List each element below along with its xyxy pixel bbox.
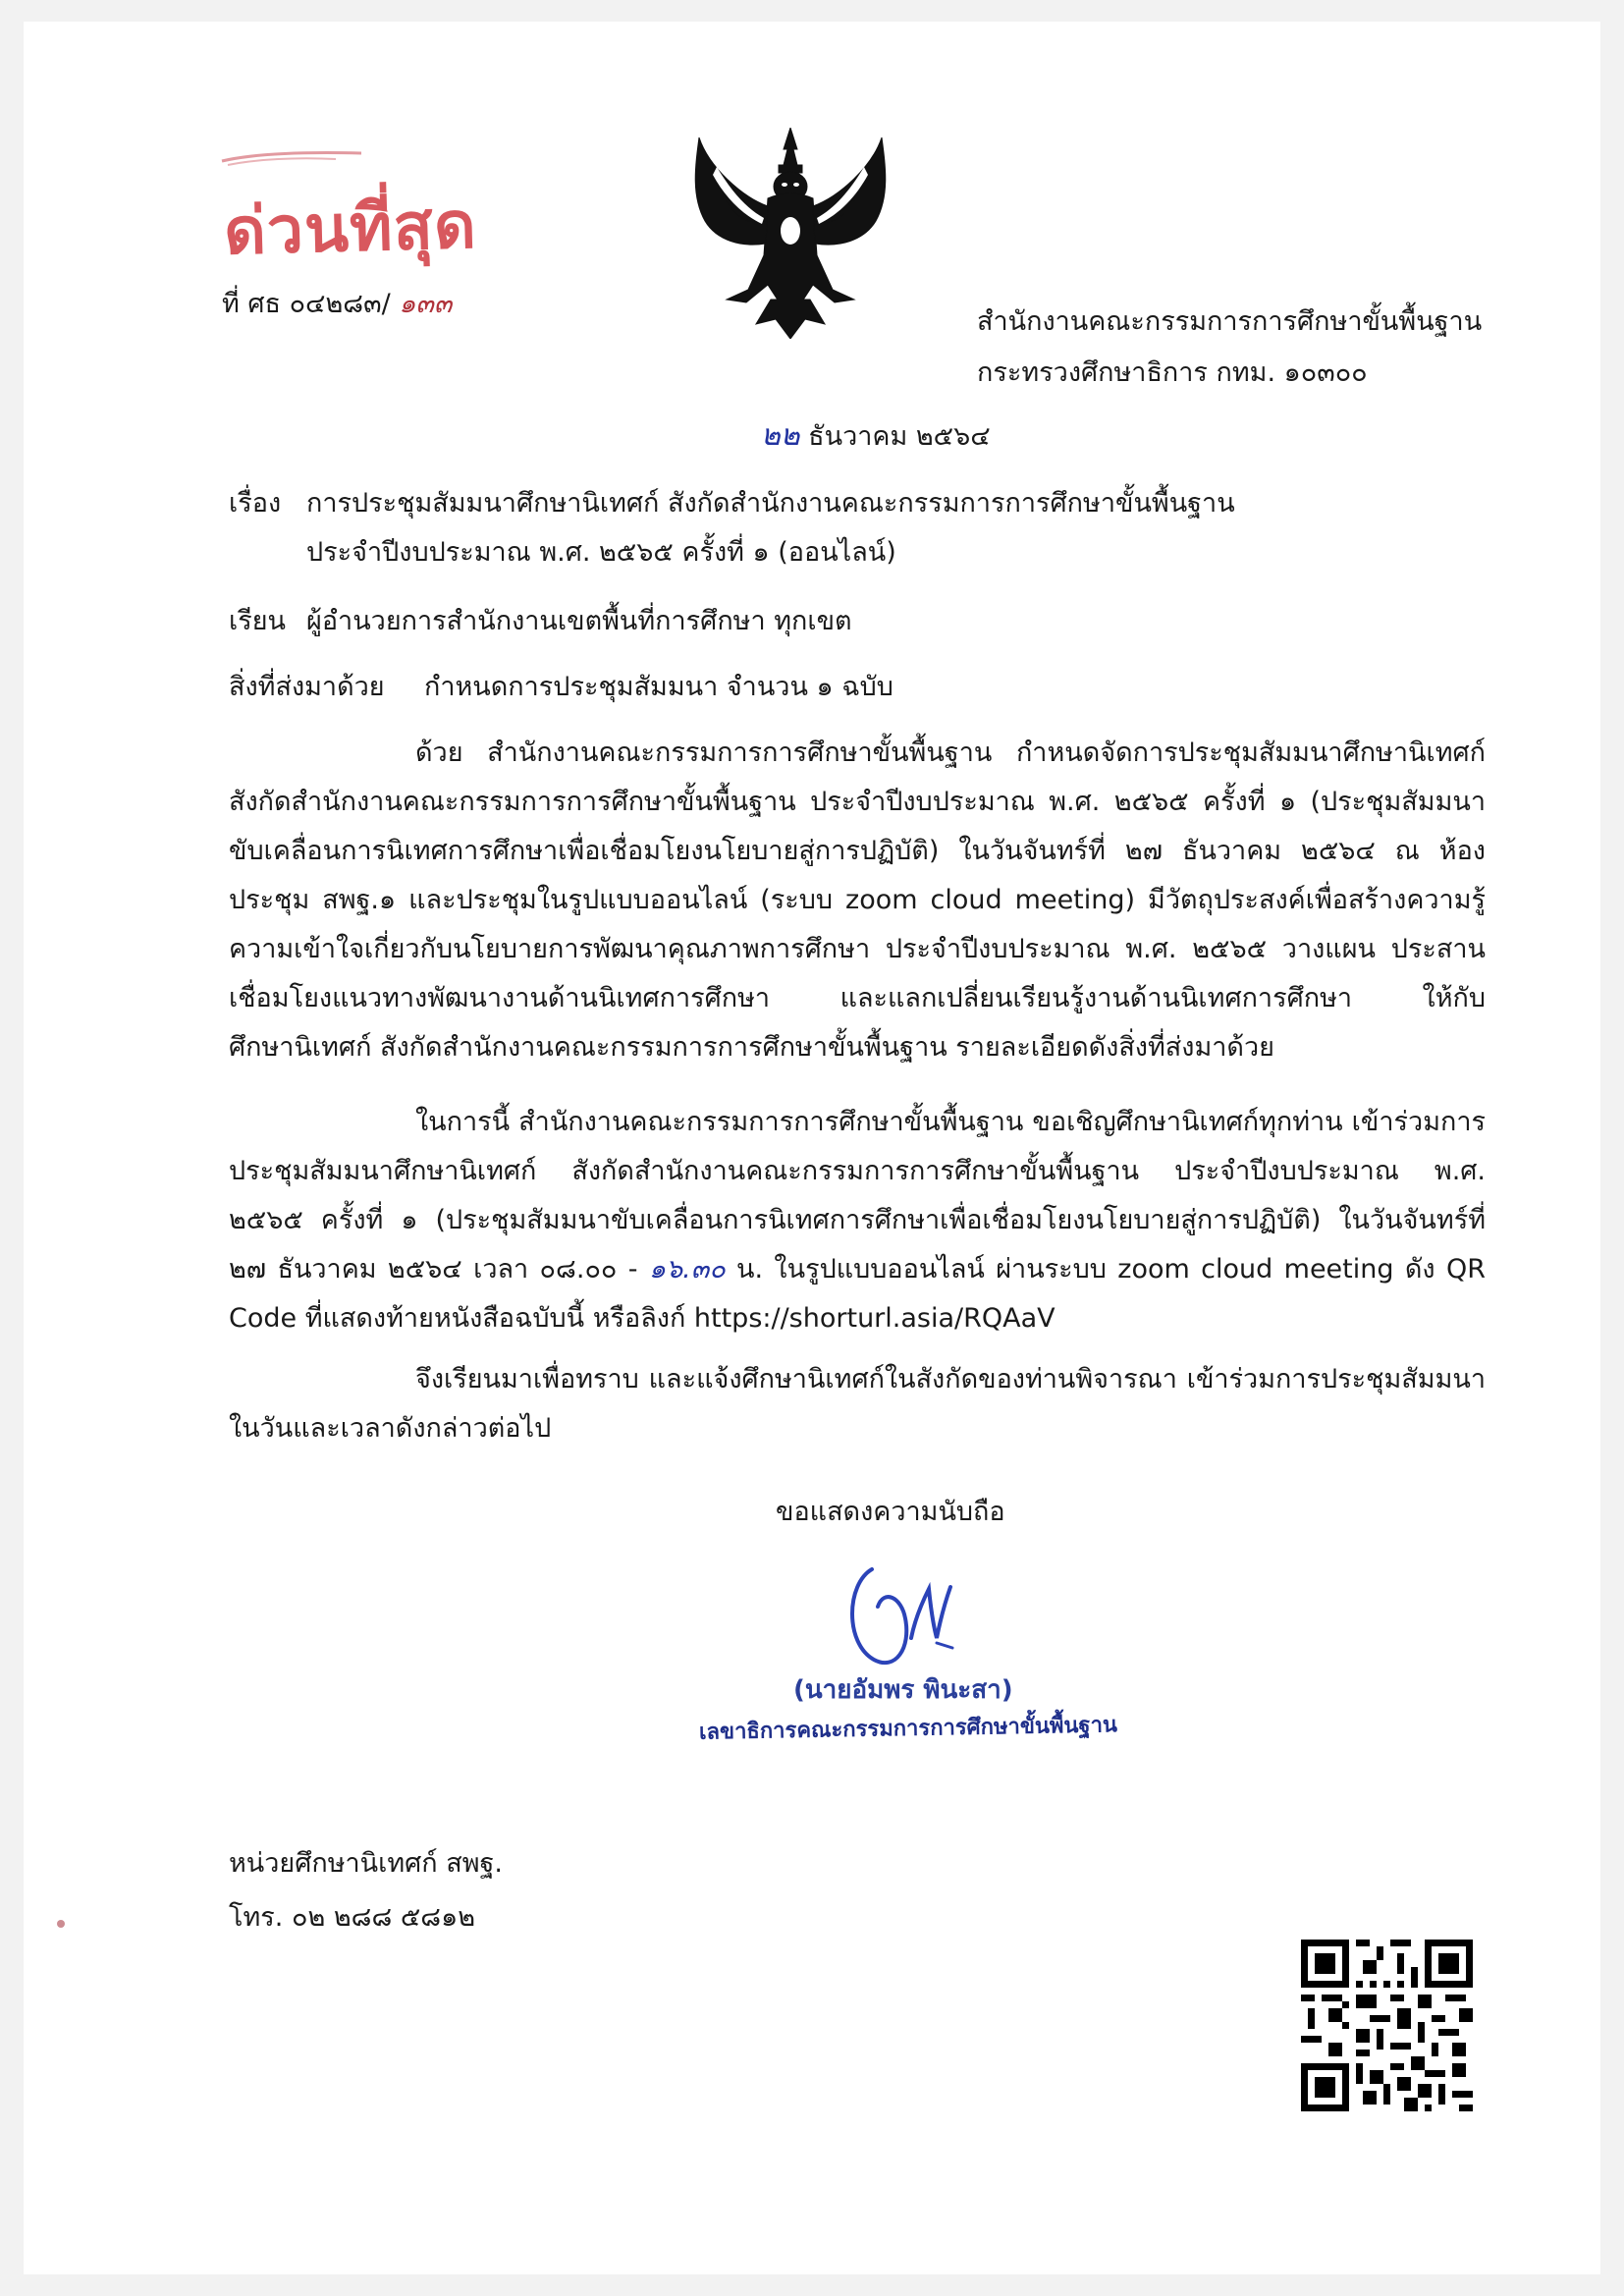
attachment-label: สิ่งที่ส่งมาด้วย bbox=[229, 672, 385, 702]
scan-speck bbox=[57, 1920, 65, 1928]
footer-phone: โทร. ๐๒ ๒๘๘ ๕๘๑๒ bbox=[229, 1902, 476, 1933]
recipient-text: ผู้อำนวยการสำนักงานเขตพื้นที่การศึกษา ทุกเขต bbox=[306, 606, 852, 636]
subject-line-1: การประชุมสัมมนาศึกษานิเทศก์ สังกัดสำนักงานคณะกรรมการการศึกษาขั้นพื้นฐาน bbox=[306, 488, 1235, 519]
qr-code-icon[interactable] bbox=[1301, 1940, 1473, 2111]
footer-unit: หน่วยศึกษานิเทศก์ สพฐ. bbox=[229, 1848, 503, 1879]
handwritten-end-time: ๑๖.๓๐ bbox=[648, 1254, 726, 1285]
body-paragraph-2 bbox=[229, 1098, 1486, 1343]
subject-line-2: ประจำปีงบประมาณ พ.ศ. ๒๕๖๕ ครั้งที่ ๑ (ออนไลน์) bbox=[306, 537, 896, 568]
signer-title: เลขาธิการคณะกรรมการการศึกษาขั้นพื้นฐาน bbox=[698, 1713, 1118, 1745]
closing-salutation: ขอแสดงความนับถือ bbox=[776, 1497, 1005, 1527]
signature-icon bbox=[835, 1550, 982, 1677]
attachment-text: กำหนดการประชุมสัมมนา จำนวน ๑ ฉบับ bbox=[424, 672, 893, 702]
signer-name: (นายอัมพร พินะสา) bbox=[793, 1675, 1013, 1705]
reference-line bbox=[222, 287, 452, 322]
stamp-scratch-mark bbox=[218, 147, 365, 167]
reference-number: ๑๓๓ bbox=[399, 289, 453, 319]
body-paragraph-3: จึงเรียนมาเพื่อทราบ และแจ้งศึกษานิเทศก์ในสังกัดของท่านพิจารณา เข้าร่วมการประชุมสัมมนาในวันและเวลาดังกล่าวต่อไป bbox=[229, 1364, 1486, 1444]
letter-date bbox=[761, 418, 991, 455]
issuer-line-2: กระทรวงศึกษาธิการ กทม. ๑๐๓๐๐ bbox=[977, 357, 1368, 388]
issuer-line-1: สำนักงานคณะกรรมการการศึกษาขั้นพื้นฐาน bbox=[977, 306, 1483, 337]
urgent-stamp: ด่วนที่สุด bbox=[223, 186, 478, 270]
garuda-emblem-icon bbox=[687, 128, 893, 339]
body-paragraph-1: ด้วย สำนักงานคณะกรรมการการศึกษาขั้นพื้นฐาน กำหนดจัดการประชุมสัมมนาศึกษานิเทศก์ สังกัดสำนักงานคณะกรรมการการศึกษาขั้นพื้นฐาน ประจำปีงบประมาณ พ.ศ. ๒๕๖๕ ครั้งที่ ๑ (ประชุมสัมมนาขับเคลื่อนการนิเทศการศึกษาเพื่อเชื่อมโยงนโยบายสู่การปฏิบัติ) ในวันจันทร์ที่ ๒๗ ธันวาคม ๒๕๖๔ ณ ห้องประชุม สพฐ.๑ และประชุมในรูปแบบออนไลน์ (ระบบ zoom cloud meeting) มีวัตถุประสงค์เพื่อสร้างความรู้ความเข้าใจเกี่ยวกับนโยบายการพัฒนาคุณภาพการศึกษา ประจำปีงบประมาณ พ.ศ. ๒๕๖๕ วางแผน ประสาน เชื่อมโยงแนวทางพัฒนางานด้านนิเทศการศึกษา และแลกเปลี่ยนเรียนรู้งานด้านนิเทศการศึกษา ให้กับศึกษานิเทศก์ สังกัดสำนักงานคณะกรรมการการศึกษาขั้นพื้นฐาน รายละเอียดดังสิ่งที่ส่งมาด้วย bbox=[229, 738, 1486, 1063]
recipient-label: เรียน bbox=[229, 606, 287, 636]
body-paragraph-2-part-1: ในการนี้ สำนักงานคณะกรรมการการศึกษาขั้นพื้นฐาน ขอเชิญศึกษานิเทศก์ทุกท่าน เข้าร่วมการประชุมสัมมนาศึกษานิเทศก์ สังกัดสำนักงานคณะกรรมการการศึกษาขั้นพื้นฐาน ประจำปีงบประมาณ พ.ศ. ๒๕๖๕ ครั้งที่ ๑ (ประชุมสัมมนาขับเคลื่อนการนิเทศการศึกษาเพื่อเชื่อมโยงนโยบายสู่การปฏิบัติ) ในวันจันทร์ที่ ๒๗ ธันวาคม ๒๕๖๔ เวลา ๐๘.๐๐ - bbox=[229, 1107, 1486, 1285]
reference-prefix: ที่ ศธ ๐๔๒๘๓/ bbox=[222, 289, 391, 319]
subject-label: เรื่อง bbox=[229, 488, 282, 519]
date-day: ๒๒ bbox=[761, 418, 800, 453]
body-paragraph-2-part-2: น. ในรูปแบบออนไลน์ ผ่านระบบ zoom cloud meeting ดัง QR Code ที่แสดงท้ายหนังสือฉบับนี้ หรือลิงก์ https://shorturl.asia/RQAaV bbox=[229, 1254, 1486, 1334]
date-month-year: ธันวาคม ๒๕๖๔ bbox=[808, 421, 991, 452]
